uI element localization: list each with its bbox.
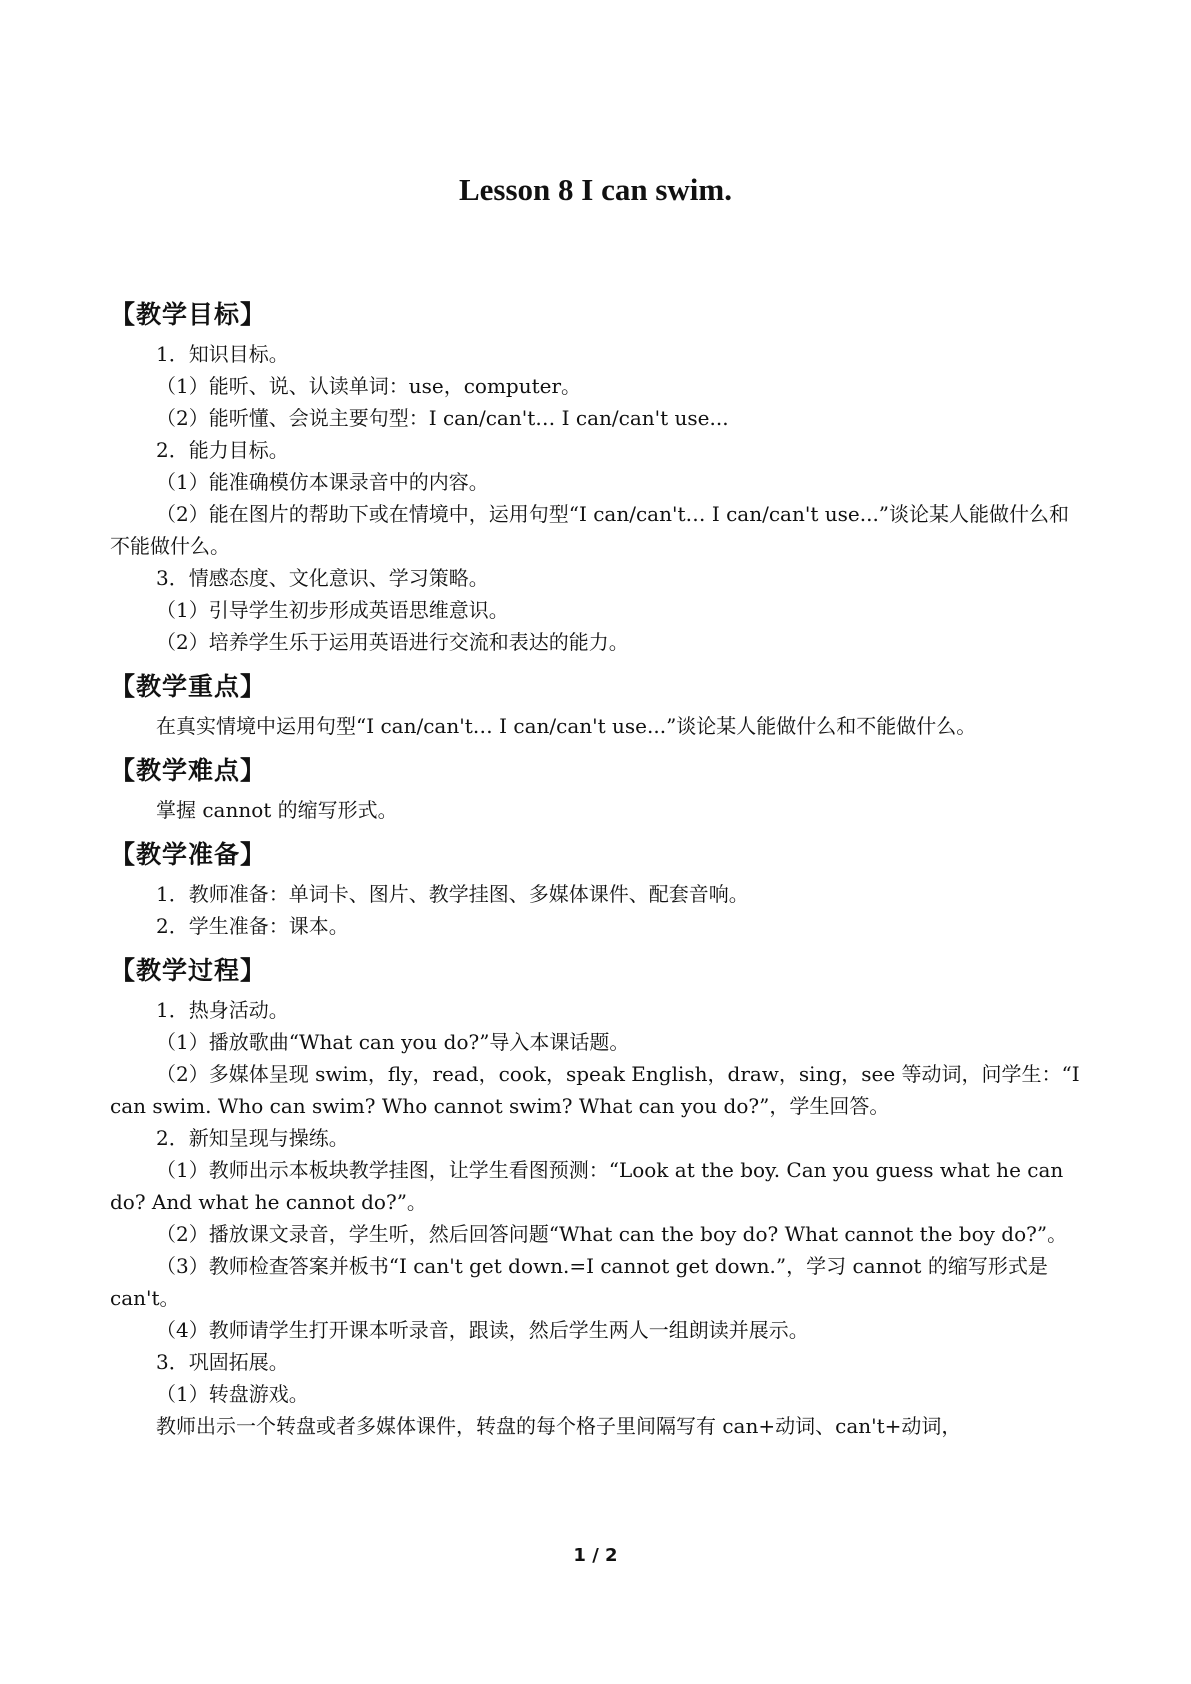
text-line: 教师出示一个转盘或者多媒体课件，转盘的每个格子里间隔写有 can+动词、can't+动词， xyxy=(156,1414,962,1438)
page-number: 1 / 2 xyxy=(573,1545,618,1566)
text-line: （1）引导学生初步形成英语思维意识。 xyxy=(156,598,509,622)
text-line: 1．知识目标。 xyxy=(156,342,289,366)
text-line: 1．教师准备：单词卡、图片、教学挂图、多媒体课件、配套音响。 xyxy=(156,882,749,906)
text-line: （1）能听、说、认读单词：use，computer。 xyxy=(156,374,582,398)
text-line: （2）能在图片的帮助下或在情境中，运用句型“I can/can't… I can/can't use...”谈论某人能做什么和不能做什么。 xyxy=(110,502,1070,558)
section-teaching-preparation xyxy=(110,838,1085,942)
section-heading: 【教学准备】 xyxy=(110,840,267,869)
text-line: （1）教师出示本板块教学挂图，让学生看图预测：“Look at the boy. Can you guess what he can do? And what he cannot do?”。 xyxy=(110,1158,1064,1214)
text-line: （2）多媒体呈现 swim，fly，read，cook，speak English，draw，sing，see 等动词，问学生：“I can swim. Who can swim? Who cannot swim? What can you do?”，学生回答。 xyxy=(110,1062,1080,1118)
text-line: （2）培养学生乐于运用英语进行交流和表达的能力。 xyxy=(156,630,629,654)
text-line: （1）能准确模仿本课录音中的内容。 xyxy=(156,470,489,494)
text-line: （2）播放课文录音，学生听，然后回答问题“What can the boy do? What cannot the boy do?”。 xyxy=(156,1222,1068,1246)
section-heading: 【教学过程】 xyxy=(110,956,267,985)
text-line: 掌握 cannot 的缩写形式。 xyxy=(156,798,398,822)
text-line: 1．热身活动。 xyxy=(156,998,289,1022)
document-body xyxy=(110,298,1085,1454)
text-line: 2．新知呈现与操练。 xyxy=(156,1126,349,1150)
section-teaching-objectives xyxy=(110,298,1085,658)
section-teaching-focus xyxy=(110,670,1085,742)
text-line: （3）教师检查答案并板书“I can't get down.=I cannot get down.”，学习 cannot 的缩写形式是 can't。 xyxy=(110,1254,1048,1310)
section-teaching-process xyxy=(110,954,1085,1442)
text-line: 3．巩固拓展。 xyxy=(156,1350,289,1374)
text-line: （2）能听懂、会说主要句型：I can/can't… I can/can't use... xyxy=(156,406,729,430)
text-line: 在真实情境中运用句型“I can/can't… I can/can't use...”谈论某人能做什么和不能做什么。 xyxy=(156,714,977,738)
text-line: 3．情感态度、文化意识、学习策略。 xyxy=(156,566,489,590)
document-title: Lesson 8 I can swim. xyxy=(458,172,732,207)
section-teaching-difficulty xyxy=(110,754,1085,826)
text-line: （1）转盘游戏。 xyxy=(156,1382,309,1406)
text-line: 2．学生准备：课本。 xyxy=(156,914,349,938)
section-heading: 【教学难点】 xyxy=(110,756,267,785)
text-line: 2．能力目标。 xyxy=(156,438,289,462)
text-line: （4）教师请学生打开课本听录音，跟读，然后学生两人一组朗读并展示。 xyxy=(156,1318,809,1342)
text-line: （1）播放歌曲“What can you do?”导入本课话题。 xyxy=(156,1030,630,1054)
section-heading: 【教学目标】 xyxy=(110,300,267,329)
section-heading: 【教学重点】 xyxy=(110,672,267,701)
